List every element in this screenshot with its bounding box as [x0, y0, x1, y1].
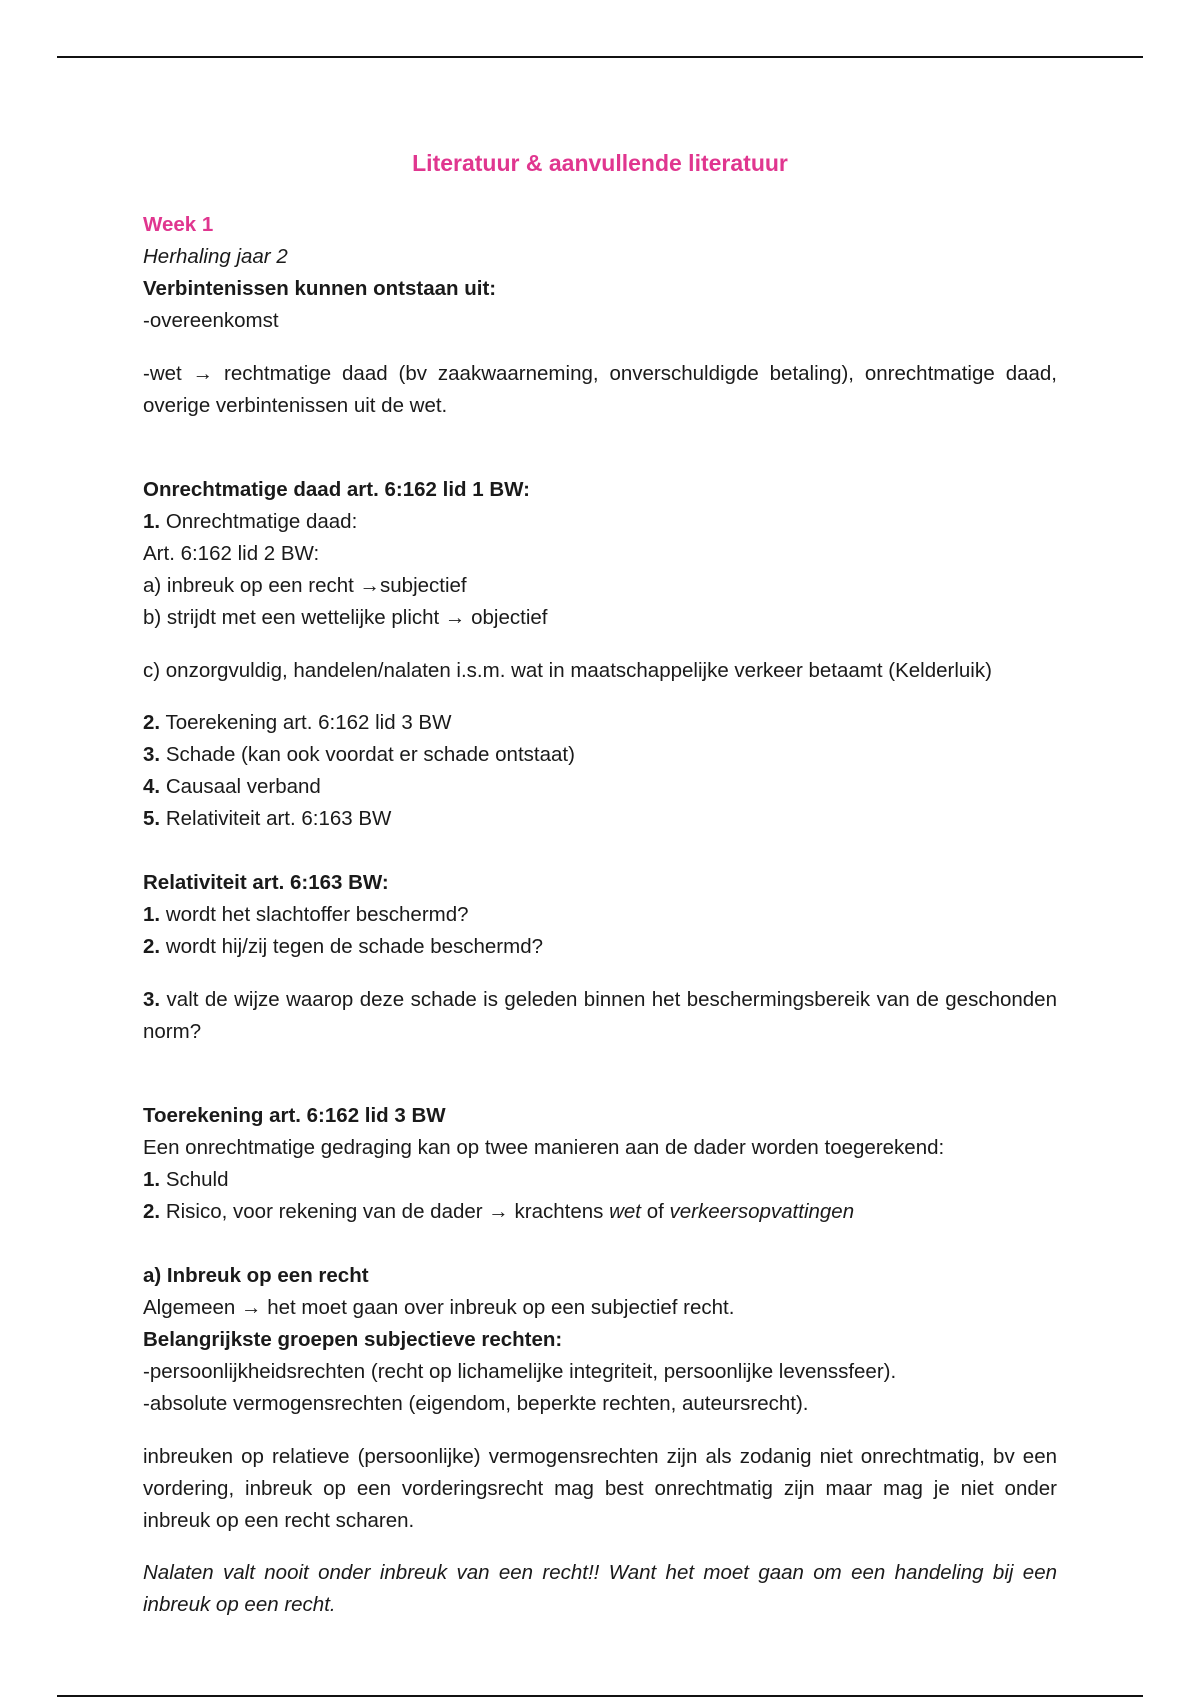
relativiteit-item-2: [143, 931, 1057, 963]
top-rule: [57, 56, 1143, 58]
item-text: Risico, voor rekening van de dader → krachtens: [165, 1200, 604, 1223]
item-italic-wet: wet: [609, 1200, 641, 1223]
onrechtmatige-sub-b: b) strijdt met een wettelijke plicht → objectief: [143, 606, 548, 629]
toerekening-item-2: [143, 1196, 1057, 1228]
item-text: Causaal verband: [165, 775, 321, 798]
document-title: Literatuur & aanvullende literatuur: [412, 150, 788, 176]
item-text: Schuld: [165, 1168, 229, 1191]
item-text: valt de wijze waarop deze schade is geleden binnen het beschermingsbereik van de geschonden norm?: [143, 987, 1057, 1043]
item-text: wordt het slachtoffer beschermd?: [165, 903, 469, 926]
inbreuk-italic-note: Nalaten valt nooit onder inbreuk van een recht!! Want het moet gaan om een handeling bij een inbreuk op een recht.: [143, 1561, 1057, 1616]
inbreuk-line-1: -persoonlijkheidsrechten (recht op lichamelijke integriteit, persoonlijke levenssfeer).: [143, 1360, 897, 1383]
relativiteit-item-3: [143, 984, 1057, 1048]
item-text: Schade (kan ook voordat er schade ontstaat): [165, 743, 575, 766]
onrechtmatige-item-4: [143, 771, 1057, 803]
item-number: 1.: [143, 510, 161, 533]
item-text: Toerekening art. 6:162 lid 3 BW: [165, 711, 452, 734]
week-heading: Week 1: [143, 213, 214, 236]
onrechtmatige-sub-a: a) inbreuk op een recht →subjectief: [143, 574, 467, 597]
relativiteit-heading: Relativiteit art. 6:163 BW:: [143, 871, 389, 894]
item-number: 3.: [143, 987, 161, 1011]
item-number: 2.: [143, 711, 161, 734]
toerekening-intro: Een onrechtmatige gedraging kan op twee manieren aan de dader worden toegerekend:: [143, 1136, 945, 1159]
item-number: 2.: [143, 1200, 161, 1223]
document-page: [143, 143, 1057, 1642]
relativiteit-item-1: [143, 899, 1057, 931]
verbintenissen-heading: Verbintenissen kunnen ontstaan uit:: [143, 277, 497, 300]
onrechtmatige-sub-heading: Art. 6:162 lid 2 BW:: [143, 542, 320, 565]
inbreuk-paragraph: inbreuken op relatieve (persoonlijke) vermogensrechten zijn als zodanig niet onrechtmatig, bv een vordering, inbreuk op een vorderingsrecht mag best onrechtmatig zijn maar mag je niet onder inbreuk op een recht scharen.: [143, 1444, 1057, 1532]
item-italic-verkeersopvattingen: verkeersopvattingen: [669, 1200, 855, 1223]
item-number: 1.: [143, 903, 161, 926]
inbreuk-line-2: -absolute vermogensrechten (eigendom, beperkte rechten, auteursrecht).: [143, 1392, 809, 1415]
onrechtmatige-item-5: [143, 803, 1057, 835]
inbreuk-groups-heading: Belangrijkste groepen subjectieve rechten:: [143, 1328, 563, 1351]
onrechtmatige-item-1: [143, 506, 1057, 538]
onrechtmatige-item-3: [143, 739, 1057, 771]
onrechtmatige-heading: Onrechtmatige daad art. 6:162 lid 1 BW:: [143, 478, 530, 501]
inbreuk-general: Algemeen → het moet gaan over inbreuk op een subjectief recht.: [143, 1296, 735, 1319]
onrechtmatige-sub-c: c) onzorgvuldig, handelen/nalaten i.s.m. wat in maatschappelijke verkeer betaamt (Kelderluik): [143, 658, 992, 682]
inbreuk-heading: a) Inbreuk op een recht: [143, 1264, 369, 1287]
item-of: of: [646, 1200, 664, 1223]
item-text: wordt hij/zij tegen de schade beschermd?: [165, 935, 544, 958]
item-number: 1.: [143, 1168, 161, 1191]
toerekening-heading: Toerekening art. 6:162 lid 3 BW: [143, 1104, 446, 1127]
item-number: 2.: [143, 935, 161, 958]
item-number: 4.: [143, 775, 161, 798]
item-number: 3.: [143, 743, 161, 766]
toerekening-item-1: [143, 1164, 1057, 1196]
verbintenissen-line-1: -overeenkomst: [143, 309, 279, 332]
subtitle: Herhaling jaar 2: [143, 245, 288, 268]
item-number: 5.: [143, 807, 161, 830]
onrechtmatige-item-2: [143, 707, 1057, 739]
verbintenissen-line-2: -wet → rechtmatige daad (bv zaakwaarneming, onverschuldigde betaling), onrechtmatige daad, overige verbintenissen uit de wet.: [143, 361, 1057, 417]
item-text: Onrechtmatige daad:: [165, 510, 358, 533]
bottom-rule: [57, 1695, 1143, 1697]
item-text: Relativiteit art. 6:163 BW: [165, 807, 392, 830]
